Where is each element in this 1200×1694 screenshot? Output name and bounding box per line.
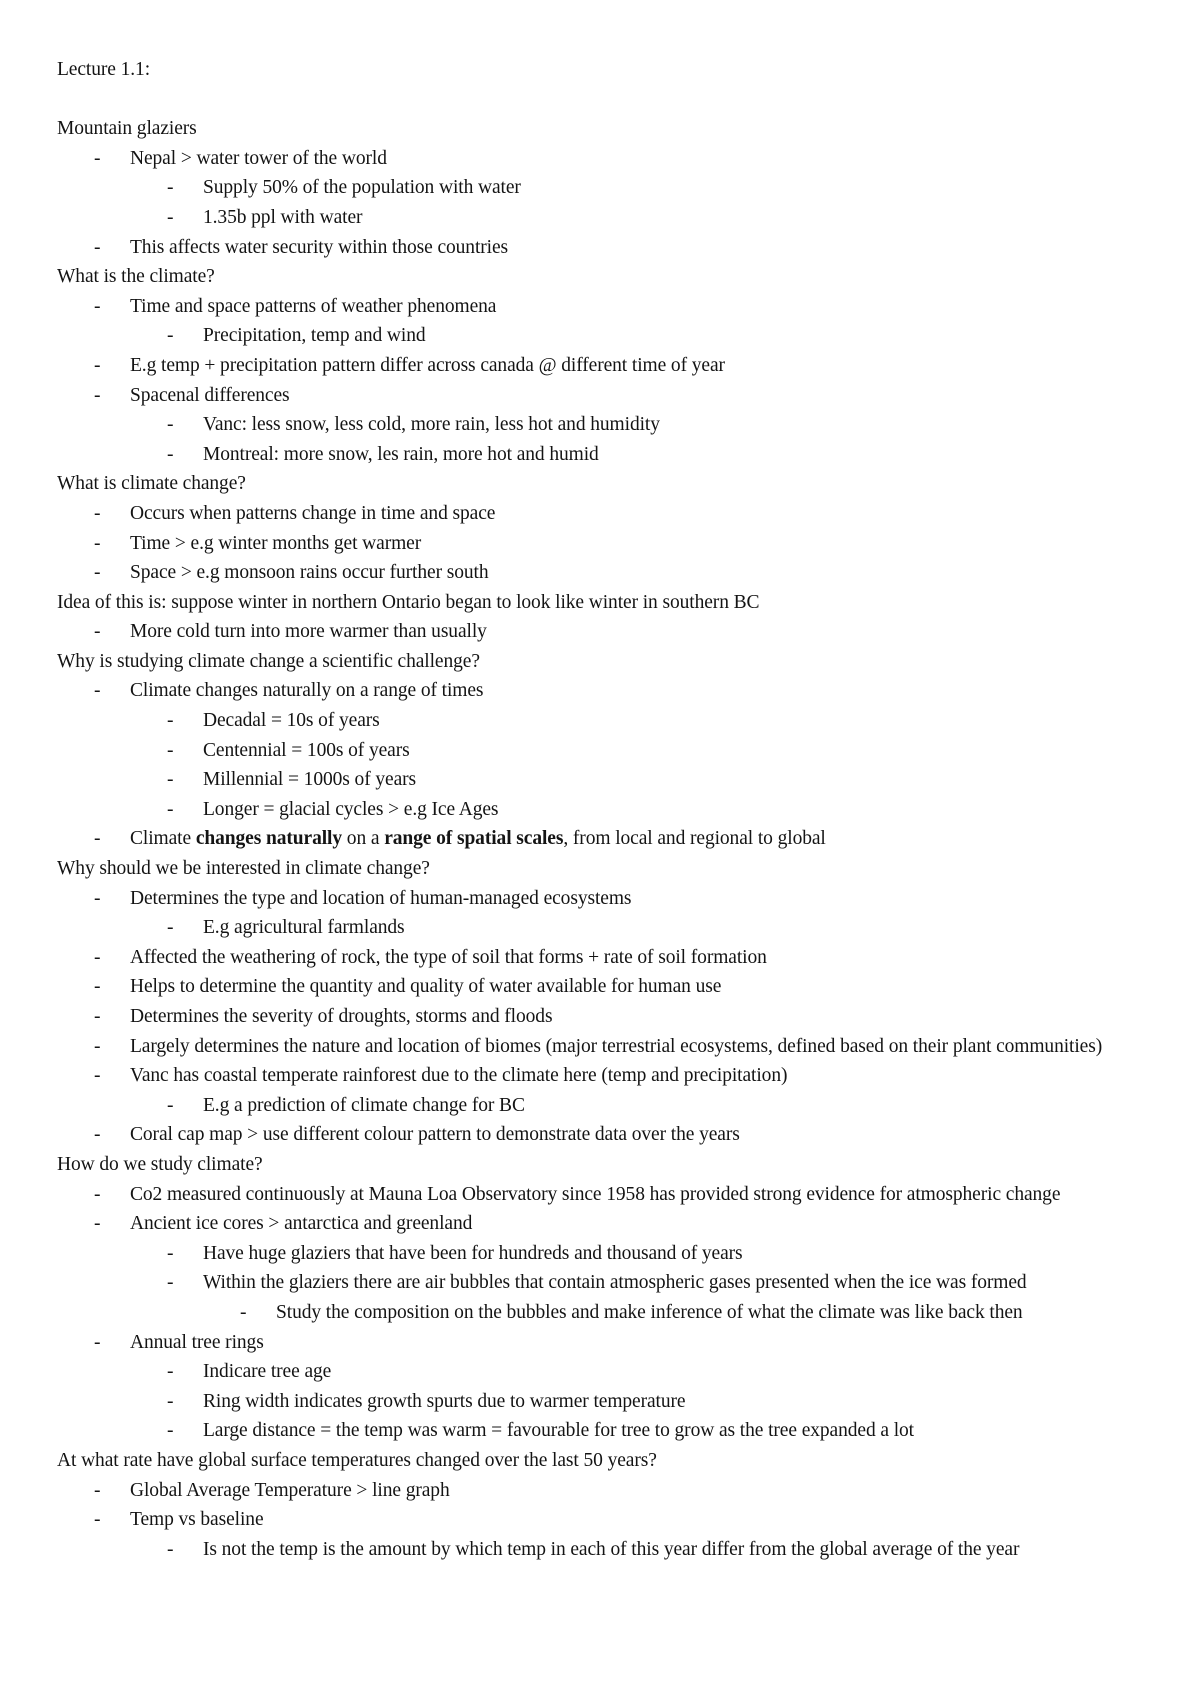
line-text: Helps to determine the quantity and quality of water available for human use: [130, 976, 722, 998]
line-text: Have huge glaziers that have been for hundreds and thousand of years: [203, 1242, 743, 1264]
line-text: Lecture 1.1:: [57, 59, 151, 80]
bullet-item: [57, 292, 1167, 322]
line-text: Nepal > water tower of the world: [130, 147, 387, 169]
line-text: Annual tree rings: [130, 1331, 264, 1353]
bullet-item: [57, 972, 1167, 1002]
dash-bullet: -: [94, 502, 101, 524]
bullet-item: [57, 233, 1167, 263]
dash-bullet: -: [167, 1272, 174, 1294]
line-text: Occurs when patterns change in time and space: [130, 502, 496, 524]
dash-bullet: -: [94, 1124, 101, 1146]
dash-bullet: -: [94, 887, 101, 909]
dash-bullet: -: [167, 1538, 174, 1560]
bullet-item: [57, 736, 1167, 766]
bullet-item: [57, 1239, 1167, 1269]
bullet-item: [57, 1120, 1167, 1150]
bold-text: range of spatial scales: [384, 828, 564, 850]
dash-bullet: -: [167, 739, 174, 761]
bullet-item: [57, 203, 1167, 233]
dash-bullet: -: [94, 1509, 101, 1531]
bullet-item: [57, 1180, 1167, 1210]
line-text: Affected the weathering of rock, the type of soil that forms + rate of soil formation: [130, 946, 767, 968]
line-text: Precipitation, temp and wind: [203, 325, 426, 347]
line-text: Large distance = the temp was warm = favourable for tree to grow as the tree expanded a lot: [203, 1420, 915, 1442]
bullet-item: [57, 529, 1167, 559]
line-text: Spacenal differences: [130, 384, 290, 406]
dash-bullet: -: [167, 443, 174, 465]
line-text: Ancient ice cores > antarctica and greenland: [130, 1213, 473, 1235]
dash-bullet: -: [94, 621, 101, 643]
bullet-item: [57, 144, 1167, 174]
dash-bullet: -: [94, 1213, 101, 1235]
bullet-item: [57, 824, 1167, 854]
dash-bullet: -: [94, 1479, 101, 1501]
line-text: Is not the temp is the amount by which temp in each of this year differ from the global average of the year: [203, 1538, 1020, 1560]
line-text: Study the composition on the bubbles and make inference of what the climate was like back then: [276, 1301, 1023, 1323]
dash-bullet: -: [94, 1331, 101, 1353]
bullet-item: [57, 321, 1167, 351]
line-text: Supply 50% of the population with water: [203, 177, 521, 199]
dash-bullet: -: [94, 295, 101, 317]
dash-bullet: -: [167, 1390, 174, 1412]
line-text: Global Average Temperature > line graph: [130, 1479, 450, 1501]
dash-bullet: -: [167, 1361, 174, 1383]
bullet-item: [57, 1209, 1167, 1239]
bullet-item: [57, 173, 1167, 203]
line-text: Vanc has coastal temperate rainforest due to the climate here (temp and precipitation): [130, 1065, 788, 1087]
dash-bullet: -: [167, 1242, 174, 1264]
line-text: [130, 824, 826, 854]
bullet-item: [57, 1416, 1167, 1446]
dash-bullet: -: [167, 769, 174, 791]
dash-bullet: -: [94, 236, 101, 258]
line-text: Ring width indicates growth spurts due to warmer temperature: [203, 1390, 686, 1412]
bullet-item: [57, 1328, 1167, 1358]
dash-bullet: -: [94, 946, 101, 968]
dash-bullet: -: [94, 680, 101, 702]
line-text: Vanc: less snow, less cold, more rain, less hot and humidity: [203, 414, 660, 436]
line-text: E.g temp + precipitation pattern differ across canada @ different time of year: [130, 354, 725, 376]
dash-bullet: -: [94, 1065, 101, 1087]
text-run: , from local and regional to global: [563, 828, 826, 850]
bullet-item: [57, 706, 1167, 736]
bold-text: changes naturally: [195, 828, 343, 850]
line-text: Millennial = 1000s of years: [203, 769, 417, 791]
line-text: This affects water security within those countries: [130, 236, 509, 258]
line-text: E.g a prediction of climate change for BC: [203, 1094, 525, 1116]
line-text: Time and space patterns of weather phenomena: [130, 295, 497, 317]
line-text: Within the glaziers there are air bubbles that contain atmospheric gases presented when the ice was formed: [203, 1272, 1027, 1294]
line-text: Why should we be interested in climate change?: [57, 858, 430, 880]
heading-line: [57, 647, 1167, 677]
bullet-item: [57, 943, 1167, 973]
bullet-item: [57, 410, 1167, 440]
heading-line: [57, 55, 1167, 85]
line-text: At what rate have global surface temperatures changed over the last 50 years?: [57, 1449, 657, 1471]
heading-line: [57, 469, 1167, 499]
bullet-item: [57, 1476, 1167, 1506]
bullet-item: [57, 440, 1167, 470]
dash-bullet: -: [94, 147, 101, 169]
bullet-item: [57, 1357, 1167, 1387]
bullet-item: [57, 1387, 1167, 1417]
heading-line: [57, 262, 1167, 292]
dash-bullet: -: [167, 325, 174, 347]
line-text: Largely determines the nature and location of biomes (major terrestrial ecosystems, defined based on their plant communities): [130, 1035, 1103, 1057]
dash-bullet: -: [94, 562, 101, 584]
line-text: Coral cap map > use different colour pattern to demonstrate data over the years: [130, 1124, 740, 1146]
dash-bullet: -: [94, 1006, 101, 1027]
bullet-item: [57, 1505, 1167, 1535]
bullet-item: [57, 381, 1167, 411]
line-text: Montreal: more snow, les rain, more hot and humid: [203, 443, 599, 465]
heading-line: [57, 1150, 1167, 1180]
line-text: E.g agricultural farmlands: [203, 917, 405, 939]
document-body: [57, 55, 1167, 1564]
line-text: Space > e.g monsoon rains occur further south: [130, 562, 489, 584]
bullet-item: [57, 1268, 1167, 1298]
dash-bullet: -: [94, 976, 101, 998]
heading-line: [57, 1446, 1167, 1476]
line-text: Mountain glaziers: [57, 118, 197, 140]
bullet-item: [57, 884, 1167, 914]
line-text: More cold turn into more warmer than usually: [130, 621, 487, 643]
bullet-item: [57, 1061, 1167, 1091]
dash-bullet: -: [167, 798, 174, 820]
dash-bullet: -: [94, 1183, 101, 1205]
bullet-item: [57, 676, 1167, 706]
bullet-item: [57, 1091, 1167, 1121]
line-text: Decadal = 10s of years: [203, 710, 380, 732]
dash-bullet: -: [167, 414, 174, 436]
bullet-item: [57, 499, 1167, 529]
heading-line: [57, 114, 1167, 144]
text-run: on a: [342, 828, 385, 850]
line-text: Indicare tree age: [203, 1361, 332, 1383]
bullet-item: [57, 1002, 1167, 1032]
dash-bullet: -: [94, 1035, 101, 1057]
dash-bullet: -: [167, 1420, 174, 1442]
dash-bullet: -: [167, 1094, 174, 1116]
line-text: Temp vs baseline: [130, 1509, 264, 1531]
dash-bullet: -: [240, 1301, 247, 1323]
blank-line: [57, 85, 1167, 115]
dash-bullet: -: [167, 710, 174, 732]
dash-bullet: -: [167, 177, 174, 199]
line-text: Centennial = 100s of years: [203, 739, 410, 761]
line-text: Co2 measured continuously at Mauna Loa Observatory since 1958 has provided strong evidence for atmospheric change: [130, 1183, 1061, 1205]
bullet-item: [57, 1535, 1167, 1565]
line-text: Longer = glacial cycles > e.g Ice Ages: [203, 798, 499, 820]
bullet-item: [57, 558, 1167, 588]
line-text: Idea of this is: suppose winter in northern Ontario began to look like winter in southern BC: [57, 591, 760, 613]
line-text: Determines the severity of droughts, storms and floods: [130, 1006, 553, 1027]
line-text: How do we study climate?: [57, 1153, 263, 1175]
line-text: 1.35b ppl with water: [203, 206, 363, 228]
dash-bullet: -: [94, 828, 101, 850]
heading-line: [57, 588, 1167, 618]
bullet-item: [57, 795, 1167, 825]
line-text: What is climate change?: [57, 473, 246, 495]
bullet-item: [57, 913, 1167, 943]
heading-line: [57, 854, 1167, 884]
line-text: Time > e.g winter months get warmer: [130, 532, 422, 554]
bullet-item: [57, 351, 1167, 381]
dash-bullet: -: [94, 532, 101, 554]
text-run: Climate: [130, 828, 196, 850]
line-text: What is the climate?: [57, 266, 215, 288]
bullet-item: [57, 1032, 1167, 1062]
line-text: Determines the type and location of human-managed ecosystems: [130, 887, 632, 909]
dash-bullet: -: [94, 354, 101, 376]
dash-bullet: -: [167, 917, 174, 939]
bullet-item: [57, 1298, 1167, 1328]
bullet-item: [57, 765, 1167, 795]
line-text: Climate changes naturally on a range of times: [130, 680, 484, 702]
dash-bullet: -: [94, 384, 101, 406]
bullet-item: [57, 617, 1167, 647]
line-text: Why is studying climate change a scientific challenge?: [57, 650, 480, 672]
dash-bullet: -: [167, 206, 174, 228]
